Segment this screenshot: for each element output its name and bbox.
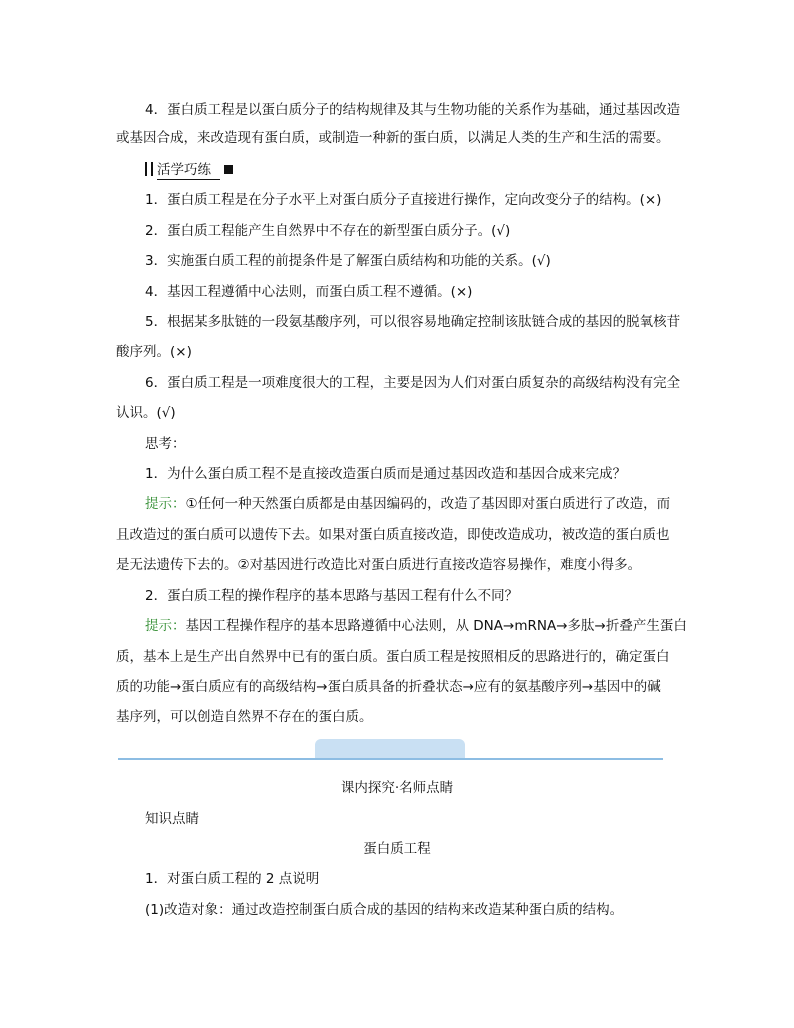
think-question-1: 1．为什么蛋白质工程不是直接改造蛋白质而是通过基因改造和基因合成来完成？ [145,466,627,482]
knowledge-point-1: 1．对蛋白质工程的 2 点说明 [145,871,320,887]
question-5-line-1: 5．根据某多肽链的一段氨基酸序列，可以很容易地确定控制该肽链合成的基因的脱氧核苷 [145,314,681,330]
question-2: 2．蛋白质工程能产生自然界中不存在的新型蛋白质分子。(√) [145,223,511,239]
hint-label: 提示： [145,618,186,634]
section-tab-decoration [315,739,465,760]
think-hint-1-line-1: 提示：①任何一种天然蛋白质都是由基因编码的，改造了基因即对蛋白质进行了改造，而 [145,496,671,512]
think-hint-2-line-3: 质的功能→蛋白质应有的高级结构→蛋白质具备的折叠状态→应有的氨基酸序列→基因中的碱 [116,679,661,695]
think-hint-2-line-1: 提示：基因工程操作程序的基本思路遵循中心法则，从 DNA→mRNA→多肽→折叠产生蛋白 [145,618,687,634]
paragraph-4-line-2: 或基因合成，来改造现有蛋白质，或制造一种新的蛋白质，以满足人类的生产和生活的需要。 [116,130,670,146]
square-icon [224,165,233,174]
knowledge-point-1-1: (1)改造对象：通过改造控制蛋白质合成的基因的结构来改造某种蛋白质的结构。 [145,902,624,918]
think-hint-2-line-2: 质，基本上是生产出自然界中已有的蛋白质。蛋白质工程是按照相反的思路进行的，确定蛋白 [116,649,670,665]
think-hint-2-line-4: 基序列，可以创造自然界不存在的蛋白质。 [116,709,373,725]
section-divider [118,758,663,760]
question-6-line-2: 认识。(√) [116,405,176,421]
question-5-line-2: 酸序列。(×) [116,344,192,360]
think-question-2: 2．蛋白质工程的操作程序的基本思路与基因工程有什么不同？ [145,588,519,604]
topic-title: 蛋白质工程 [363,841,431,857]
question-1: 1．蛋白质工程是在分子水平上对蛋白质分子直接进行操作，定向改变分子的结构。(×) [145,192,662,208]
question-3: 3．实施蛋白质工程的前提条件是了解蛋白质结构和功能的关系。(√) [145,253,551,269]
knowledge-label: 知识点睛 [145,811,199,827]
think-hint-1-line-2: 且改造过的蛋白质可以遗传下去。如果对蛋白质直接改造，即使改造成功，被改造的蛋白质也 [116,527,670,543]
think-hint-1-line-3: 是无法遗传下去的。②对基因进行改造比对蛋白质进行直接改造容易操作，难度小得多。 [116,557,642,573]
hint-label: 提示： [145,496,186,512]
practice-title: 活学巧练 [157,162,211,178]
practice-heading [145,160,670,180]
paragraph-4-line-1: 4．蛋白质工程是以蛋白质分子的结构规律及其与生物功能的关系作为基础，通过基因改造 [145,102,681,118]
question-6-line-1: 6．蛋白质工程是一项难度很大的工程，主要是因为人们对蛋白质复杂的高级结构没有完全 [145,375,681,391]
heading-bar-icon [145,162,147,176]
question-4: 4．基因工程遵循中心法则，而蛋白质工程不遵循。(×) [145,284,473,300]
think-label: 思考： [145,436,186,452]
heading-bar-icon [151,162,153,176]
section-title: 课内探究·名师点睛 [340,780,454,796]
